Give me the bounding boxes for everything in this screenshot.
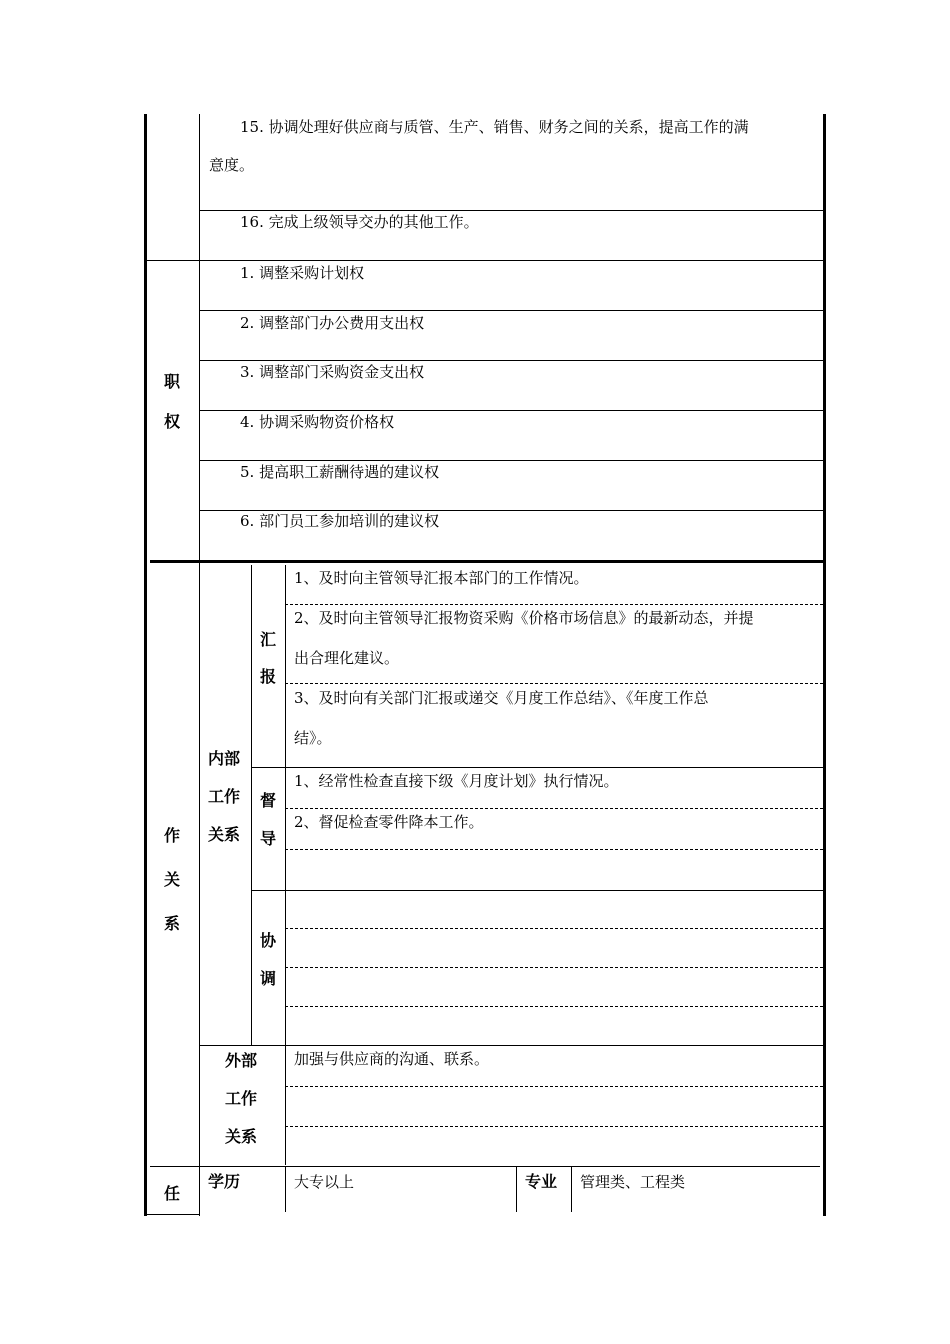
supervise-label-char-1: 督 [260, 791, 277, 810]
internal-label-line-2: 工作 [208, 787, 241, 806]
major-label: 专业 [525, 1172, 558, 1191]
internal-label-line-3: 关系 [208, 825, 241, 844]
education-value: 大专以上 [294, 1173, 355, 1191]
relations-label-char-2: 关 [164, 870, 181, 889]
report-item-2-line2: 出合理化建议。 [294, 649, 400, 667]
qualification-label-char: 任 [164, 1184, 181, 1203]
authority-item: 3. 调整部门采购资金支出权 [240, 363, 425, 381]
coordinate-label-char-2: 调 [260, 969, 277, 988]
coordinate-label-char-1: 协 [260, 931, 277, 950]
authority-item: 1. 调整采购计划权 [240, 264, 365, 282]
authority-item: 4. 协调采购物资价格权 [240, 413, 395, 431]
supervise-label-char-2: 导 [260, 829, 277, 848]
report-item-3-line1: 3、及时向有关部门汇报或递交《月度工作总结》、《年度工作总 [294, 689, 709, 707]
duty-item-15-line2: 意度。 [209, 156, 255, 174]
duty-item-16: 16. 完成上级领导交办的其他工作。 [240, 213, 479, 231]
authority-item: 2. 调整部门办公费用支出权 [240, 314, 425, 332]
supervise-item-2: 2、督促检查零件降本工作。 [294, 813, 484, 831]
relations-label-char-3: 系 [164, 914, 181, 933]
internal-label-line-1: 内部 [208, 749, 241, 768]
major-value: 管理类、工程类 [580, 1173, 686, 1191]
supervise-item-1: 1、经常性检查直接下级《月度计划》执行情况。 [294, 772, 619, 790]
external-label-line-3: 关系 [225, 1127, 258, 1146]
education-label: 学历 [208, 1172, 241, 1191]
report-label-char-1: 汇 [260, 630, 277, 649]
report-item-2-line1: 2、及时向主管领导汇报物资采购《价格市场信息》的最新动态，并提 [294, 609, 754, 627]
authority-item: 5. 提高职工薪酬待遇的建议权 [240, 463, 440, 481]
external-item: 加强与供应商的沟通、联系。 [294, 1050, 490, 1068]
report-item-3-line2: 结》。 [294, 729, 332, 747]
report-item-1: 1、及时向主管领导汇报本部门的工作情况。 [294, 569, 589, 587]
external-label-line-2: 工作 [225, 1089, 258, 1108]
authority-item: 6. 部门员工参加培训的建议权 [240, 512, 440, 530]
relations-label-char-1: 作 [164, 826, 181, 845]
report-label-char-2: 报 [260, 667, 277, 686]
authority-label-char-1: 职 [164, 372, 181, 391]
duty-item-15-line1: 15. 协调处理好供应商与质管、生产、销售、财务之间的关系，提高工作的满 [240, 118, 749, 136]
authority-label-char-2: 权 [164, 412, 181, 431]
external-label-line-1: 外部 [225, 1051, 258, 1070]
